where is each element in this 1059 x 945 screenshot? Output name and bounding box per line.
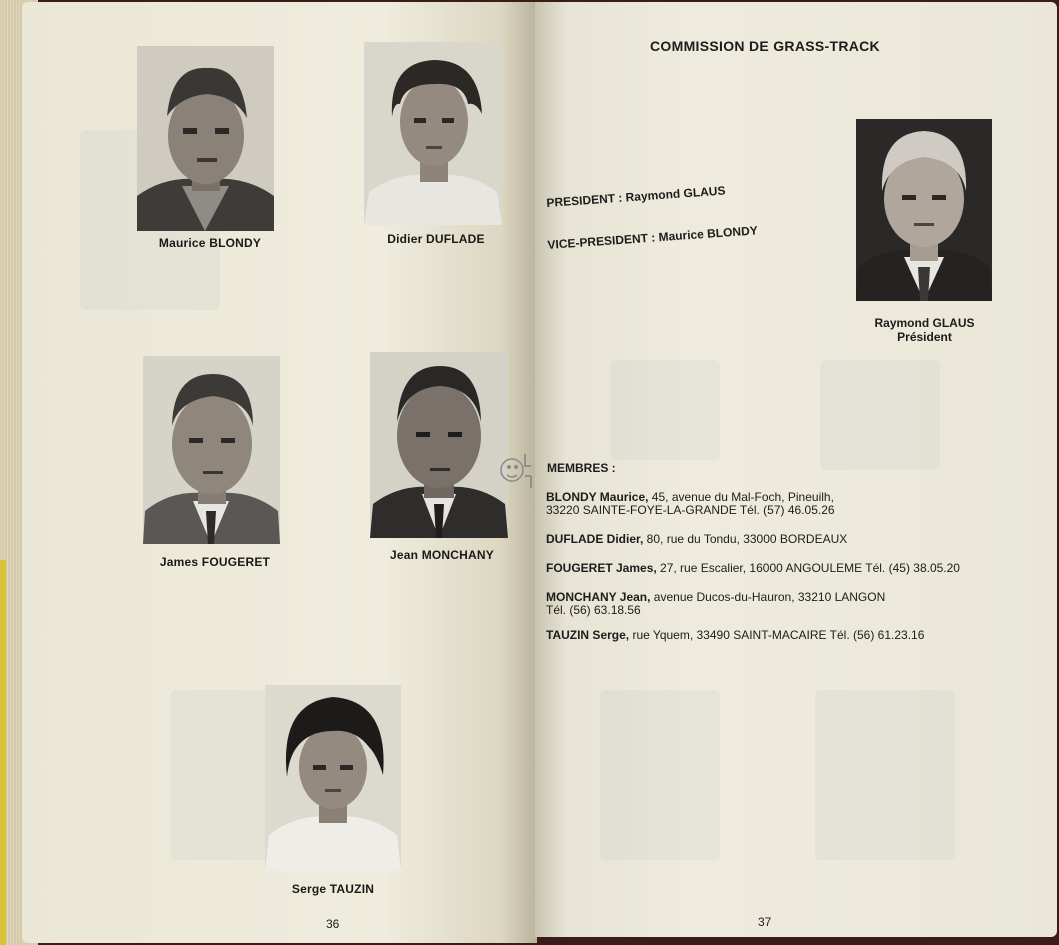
- member-address: 27, rue Escalier, 16000 ANGOULEME Tél. (45) 38.05.20: [656, 561, 960, 575]
- president-photo-caption: [852, 316, 997, 344]
- page-number-right: 37: [758, 915, 772, 929]
- member-address-line2: Tél. (56) 63.18.56: [546, 603, 641, 617]
- photo-caption: James FOUGERET: [159, 555, 271, 569]
- member-address: rue Yquem, 33490 SAINT-MACAIRE Tél. (56) 61.23.16: [629, 628, 925, 642]
- page-number-left: 36: [326, 917, 340, 931]
- member-name: TAUZIN Serge,: [546, 628, 630, 642]
- show-through-ghost: [815, 690, 955, 860]
- portrait-photo-maurice-blondy: [137, 46, 274, 231]
- president-line: PRESIDENT : Raymond GLAUS: [546, 183, 726, 210]
- member-entry: [546, 491, 1016, 517]
- portrait-photo-jean-monchany: [370, 352, 508, 538]
- photo-caption: Jean MONCHANY: [390, 548, 494, 562]
- member-entry: [546, 591, 1016, 617]
- portrait-photo-james-fougeret: [143, 356, 280, 544]
- member-entry: [546, 562, 1016, 575]
- member-name: DUFLADE Didier,: [546, 532, 644, 546]
- member-address: 45, avenue du Mal-Foch, Pineuilh,: [648, 490, 834, 504]
- president-caption-role: Président: [897, 330, 952, 344]
- portrait-photo-didier-duflade: [364, 42, 502, 225]
- show-through-ghost: [170, 690, 270, 860]
- show-through-ghost: [820, 360, 940, 470]
- photo-caption: Maurice BLONDY: [158, 236, 262, 250]
- member-entry: [546, 629, 1016, 642]
- library-stamp-icon: [498, 446, 538, 492]
- members-heading: MEMBRES :: [547, 461, 616, 475]
- president-caption-name: Raymond GLAUS: [874, 316, 975, 330]
- portrait-photo-raymond-glaus: [856, 119, 992, 301]
- show-through-ghost: [610, 360, 720, 460]
- photo-caption: Didier DUFLADE: [387, 232, 485, 246]
- vice-president-line: VICE-PRESIDENT : Maurice BLONDY: [547, 223, 759, 252]
- photo-caption: Serge TAUZIN: [291, 882, 375, 896]
- member-name: MONCHANY Jean,: [546, 590, 651, 604]
- member-entry: [546, 533, 1016, 546]
- page-title: COMMISSION DE GRASS-TRACK: [650, 38, 880, 54]
- show-through-ghost: [600, 690, 720, 860]
- member-address-line2: 33220 SAINTE-FOYE-LA-GRANDE Tél. (57) 46.05.26: [546, 503, 835, 517]
- page-edge-marker: [0, 560, 6, 945]
- member-name: FOUGERET James,: [546, 561, 657, 575]
- member-address: 80, rue du Tondu, 33000 BORDEAUX: [643, 532, 848, 546]
- portrait-photo-serge-tauzin: [265, 685, 401, 871]
- member-address: avenue Ducos-du-Hauron, 33210 LANGON: [650, 590, 886, 604]
- member-name: BLONDY Maurice,: [546, 490, 649, 504]
